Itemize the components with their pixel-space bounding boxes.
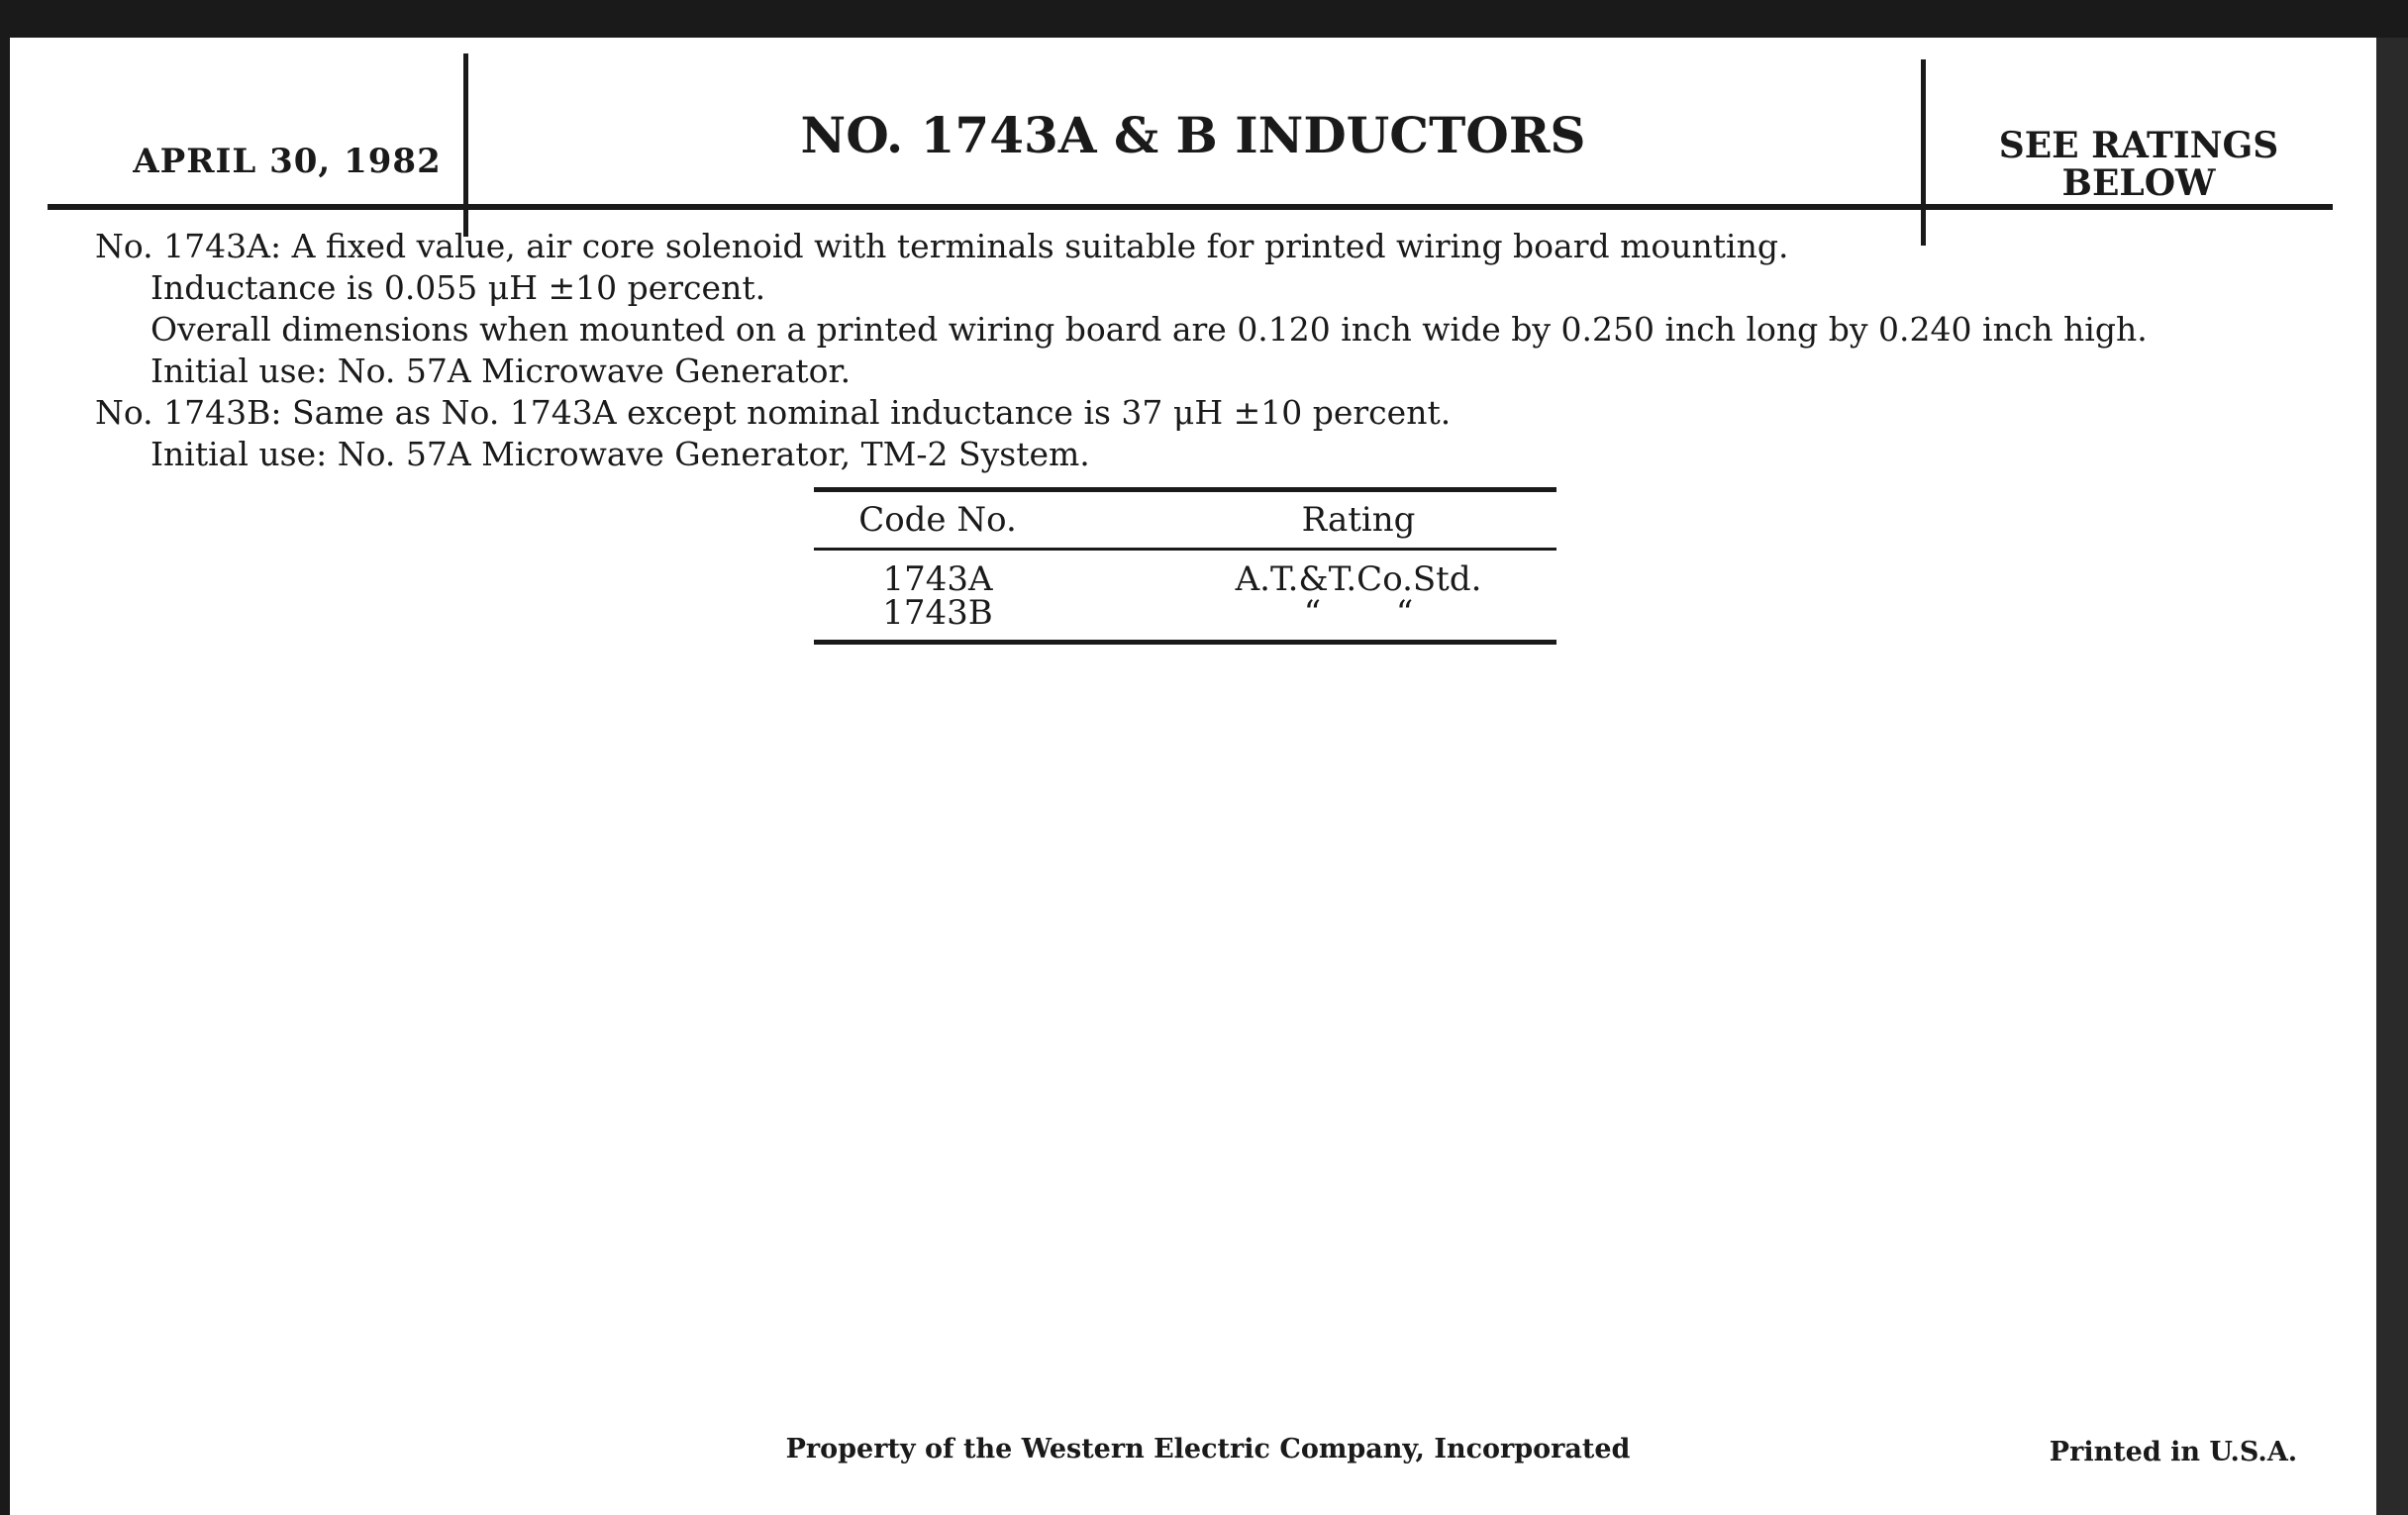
table-row [814, 593, 1556, 633]
ratings-note [1941, 127, 2337, 202]
header-rule [48, 204, 2333, 210]
table-bottom-rule [814, 640, 1556, 645]
ratings-table [814, 487, 1556, 645]
specification-card [10, 38, 2376, 1515]
issue-date: APRIL 30, 1982 [133, 142, 442, 181]
property-notice: Property of the Western Electric Company, Incorporated [785, 1434, 1631, 1464]
description-line: No. 1743A: A fixed value, air core solenoid with terminals suitable for printed wiring board mounting. [95, 227, 1789, 265]
column-header-code: Code No. [858, 500, 1017, 540]
code-cell: 1743A [882, 559, 993, 599]
document-title: NO. 1743A & B INDUCTORS [800, 105, 1586, 164]
description-line: Initial use: No. 57A Microwave Generator, TM-2 System. [150, 435, 1090, 473]
table-row [814, 559, 1556, 599]
description-line: Overall dimensions when mounted on a printed wiring board are 0.120 inch wide by 0.250 inch long by 0.240 inch high. [150, 310, 2148, 349]
table-header-row [814, 492, 1556, 548]
header-divider-right [1921, 59, 1926, 246]
scan-edge [2376, 38, 2408, 1515]
ratings-note-line-1: SEE RATINGS [1998, 125, 2279, 166]
description-line: Initial use: No. 57A Microwave Generator. [150, 352, 852, 390]
rating-cell: A.T.&T.Co.Std. [1235, 559, 1482, 599]
table-body [814, 551, 1556, 640]
description-text [95, 226, 2148, 475]
ratings-note-line-2: BELOW [2061, 162, 2216, 204]
description-line: Inductance is 0.055 μH ±10 percent. [150, 268, 766, 307]
printed-notice: Printed in U.S.A. [2049, 1437, 2298, 1467]
code-cell: 1743B [882, 593, 993, 633]
column-header-rating: Rating [1301, 500, 1416, 540]
rating-cell: “ “ [1303, 593, 1414, 633]
description-line: No. 1743B: Same as No. 1743A except nominal inductance is 37 μH ±10 percent. [95, 393, 1452, 432]
